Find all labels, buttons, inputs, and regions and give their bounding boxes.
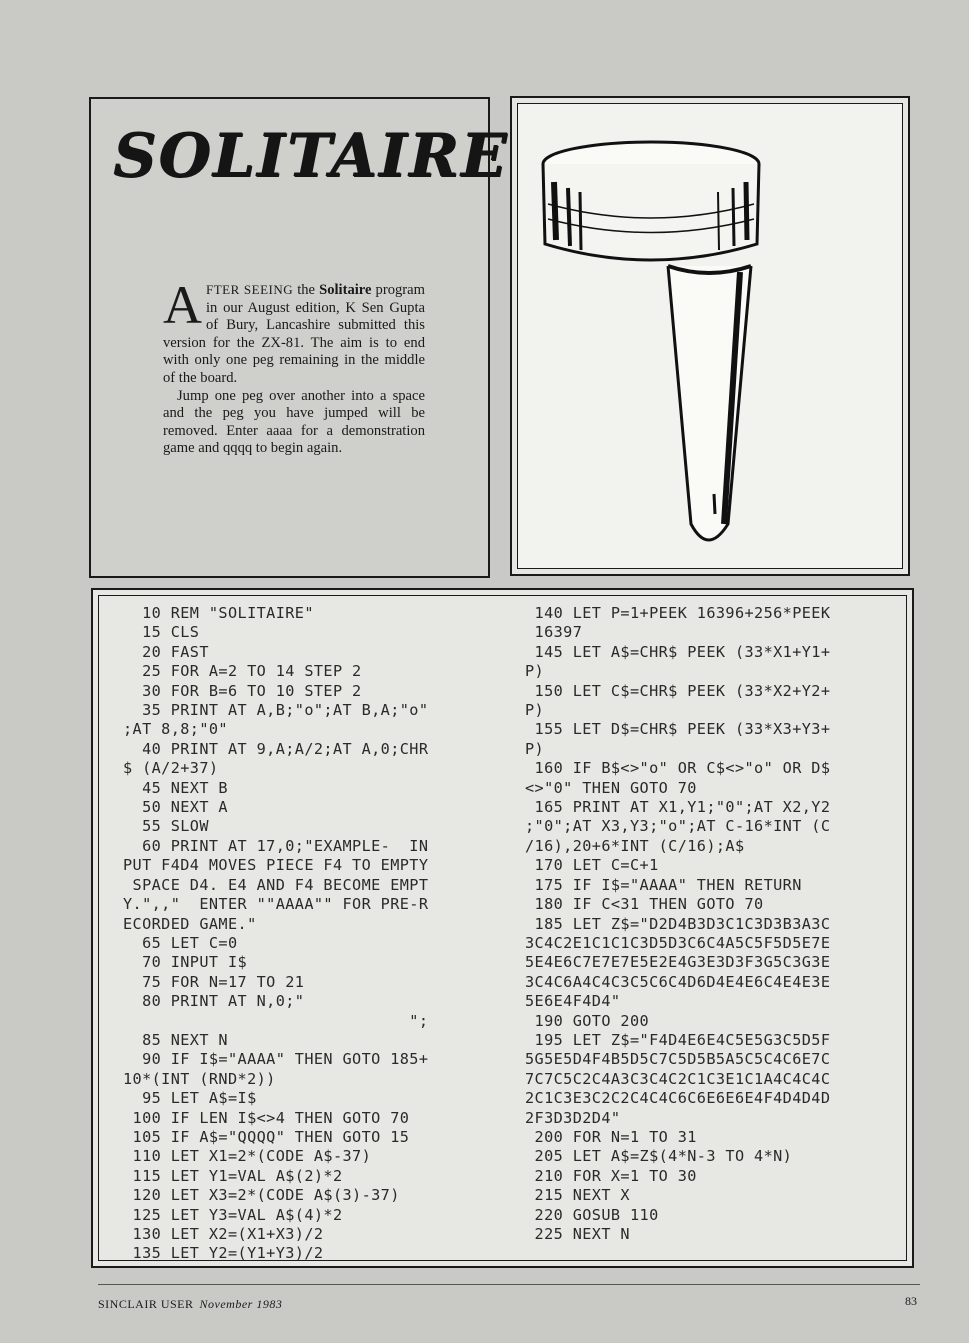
code-line: 195 LET Z$="F4D4E6E4C5E5G3C5D5F [534,1030,831,1049]
code-line: 185 LET Z$="D2D4B3D3C1C3D3B3A3C [534,914,831,933]
code-line: 5E6E4F4D4" [525,992,621,1011]
code-line: 175 IF I$="AAAA" THEN RETURN [534,875,802,894]
code-line: 25 FOR A=2 TO 14 STEP 2 [142,662,362,681]
code-line: 35 PRINT AT A,B;"o";AT B,A;"o" [142,701,429,720]
code-line: 30 FOR B=6 TO 10 STEP 2 [142,681,362,700]
code-line: 10 REM "SOLITAIRE" [142,604,314,622]
code-line: 135 LET Y2=(Y1+Y3)/2 [132,1244,324,1263]
code-line: $ (A/2+37) [123,759,219,778]
code-line: 10*(INT (RND*2)) [123,1069,276,1088]
code-line: Y.",," ENTER ""AAAA"" FOR PRE-R [123,895,429,914]
code-line: P) [525,701,545,720]
code-line: SPACE D4. E4 AND F4 BECOME EMPT [132,875,429,894]
code-line: 90 IF I$="AAAA" THEN GOTO 185+ [142,1050,429,1069]
code-line: 165 PRINT AT X1,Y1;"0";AT X2,Y2 [534,798,831,817]
program-listing-frame [98,595,907,1261]
code-line: ;AT 8,8;"0" [123,720,228,739]
code-line: 160 IF B$<>"o" OR C$<>"o" OR D$ [534,759,831,778]
code-line: 5E4E6C7E7E7E5E2E4G3E3D3F3G5C3G3E [525,953,831,972]
code-line: /16),20+6*INT (C/16);A$ [525,836,745,855]
illustration-frame [517,103,903,569]
code-line: 100 IF LEN I$<>4 THEN GOTO 70 [132,1108,410,1127]
code-line: 5G5E5D4F4B5D5C7C5D5B5A5C5C4C6E7C [525,1050,831,1069]
intro-program-name: Solitaire [319,282,372,298]
code-line: 75 FOR N=17 TO 21 [142,972,305,991]
code-line: 215 NEXT X [534,1186,630,1205]
code-line: 225 NEXT N [534,1225,630,1243]
code-line: 210 FOR X=1 TO 30 [534,1166,697,1185]
code-line: 180 IF C<31 THEN GOTO 70 [534,895,764,914]
title-panel [89,97,509,578]
code-line: P) [525,662,545,681]
article-intro [163,275,425,458]
code-line: PUT F4D4 MOVES PIECE F4 TO EMPTY [123,856,429,875]
code-line: 145 LET A$=CHR$ PEEK (33*X1+Y1+ [534,642,831,661]
code-line: 220 GOSUB 110 [534,1205,659,1224]
code-line: 85 NEXT N [142,1030,228,1049]
code-line: 200 FOR N=1 TO 31 [534,1127,697,1146]
code-line: 120 LET X3=2*(CODE A$(3)-37) [132,1186,400,1205]
code-line: 110 LET X1=2*(CODE A$-37) [132,1147,372,1166]
code-line: 125 LET Y3=VAL A$(4)*2 [132,1205,343,1224]
program-listing-panel [91,588,914,1268]
intro-paragraph-2: Jump one peg over another into a space and the peg you have jumped will be removed. Enter aaaa for a demonstration game and qqqq to begin again. [163,387,425,457]
solitaire-peg-icon [518,104,906,572]
code-line: 55 SLOW [142,817,209,836]
illustration-panel [510,96,910,576]
code-line: ;"0";AT X3,Y3;"o";AT C-16*INT (C [525,817,831,836]
code-line: 190 GOTO 200 [534,1011,650,1030]
intro-paragraph-1 [163,275,425,388]
code-line: 115 LET Y1=VAL A$(2)*2 [132,1166,343,1185]
code-line: 40 PRINT AT 9,A;A/2;AT A,0;CHR [142,739,429,758]
code-line: 45 NEXT B [142,778,228,797]
listing-right-column [525,604,830,1244]
listing-left-column [123,604,428,1264]
code-line: 140 LET P=1+PEEK 16396+256*PEEK [534,604,831,622]
code-line: 50 NEXT A [142,798,228,817]
code-line: 15 CLS [142,623,200,642]
code-line: 2F3D3D2D4" [525,1108,621,1127]
code-line: 20 FAST [142,642,209,661]
code-line: 60 PRINT AT 17,0;"EXAMPLE- IN [142,836,429,855]
footer-magazine [98,1297,282,1312]
code-line: 95 LET A$=I$ [142,1089,257,1108]
code-line: "; [409,1011,429,1030]
code-line: 70 INPUT I$ [142,953,248,972]
code-line: 130 LET X2=(X1+X3)/2 [132,1225,324,1243]
page-number: 83 [905,1294,917,1308]
code-line: 155 LET D$=CHR$ PEEK (33*X3+Y3+ [534,720,831,739]
drop-cap: A [163,275,202,335]
code-line: 2C1C3E3C2C2C4C4C6C6E6E6E4F4D4D4D [525,1089,831,1108]
code-line: 7C7C5C2C4A3C3C4C2C1C3E1C1A4C4C4C [525,1069,831,1088]
code-line: 3C4C6A4C4C3C5C6C4D6D4E4E6C4E4E3E [525,972,831,991]
code-line: 205 LET A$=Z$(4*N-3 TO 4*N) [534,1147,793,1166]
code-line: 16397 [534,623,583,642]
intro-text-b: program in our August edition, K Sen Gupta of Bury, Lancashire submitted this version for the ZX-81. The aim is to end with only one peg remaining in the middle of the board. [163,282,425,386]
code-line: <>"0" THEN GOTO 70 [525,778,697,797]
article-title: SOLITAIRE [113,121,509,191]
magazine-name: SINCLAIR USER [98,1297,194,1311]
code-line: 105 IF A$="QQQQ" THEN GOTO 15 [132,1127,410,1146]
intro-text-a: the [293,282,320,298]
code-line: 150 LET C$=CHR$ PEEK (33*X2+Y2+ [534,681,831,700]
code-line: 170 LET C=C+1 [534,856,659,875]
footer-rule [98,1284,920,1285]
code-line: 80 PRINT AT N,0;" [142,992,305,1011]
code-line: 3C4C2E1C1C1C3D5D3C6C4A5C5F5D5E7E [525,933,831,952]
code-line: 65 LET C=0 [142,933,238,952]
issue-date: November 1983 [199,1297,283,1311]
intro-lead: FTER SEEING [206,282,294,297]
code-line: ECORDED GAME." [123,914,257,933]
code-line: P) [525,739,545,758]
